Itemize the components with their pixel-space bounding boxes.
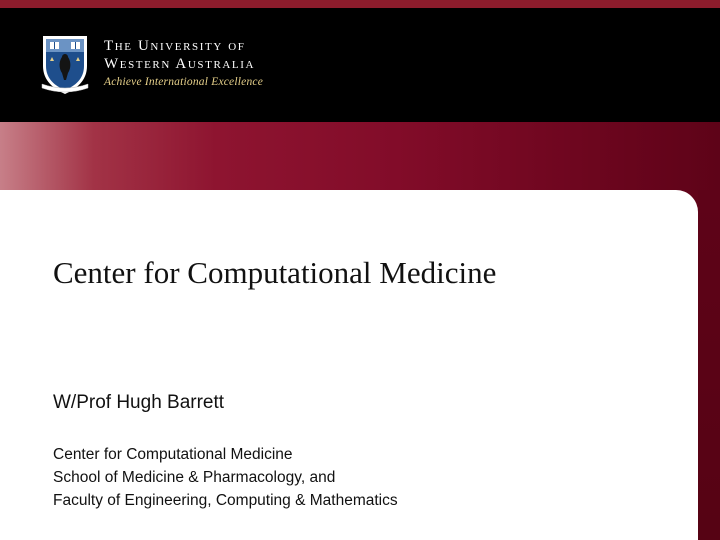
top-stripe (0, 0, 720, 8)
affiliation-line: Center for Computational Medicine (53, 446, 293, 463)
presenter-name: W/Prof Hugh Barrett (53, 392, 225, 413)
university-logo (104, 37, 263, 88)
affiliation-line: School of Medicine & Pharmacology, and (53, 469, 336, 486)
slide-title: Center for Computational Medicine (53, 255, 497, 290)
affiliation-line: Faculty of Engineering, Computing & Mathematics (53, 492, 398, 509)
university-crest-icon (40, 33, 90, 97)
right-edge-band (698, 190, 720, 540)
logo-line-1: The University of (104, 38, 246, 54)
affiliations-list (53, 443, 398, 512)
logo-line-2: Western Australia (104, 56, 256, 72)
logo-tagline: Achieve International Excellence (104, 76, 264, 88)
